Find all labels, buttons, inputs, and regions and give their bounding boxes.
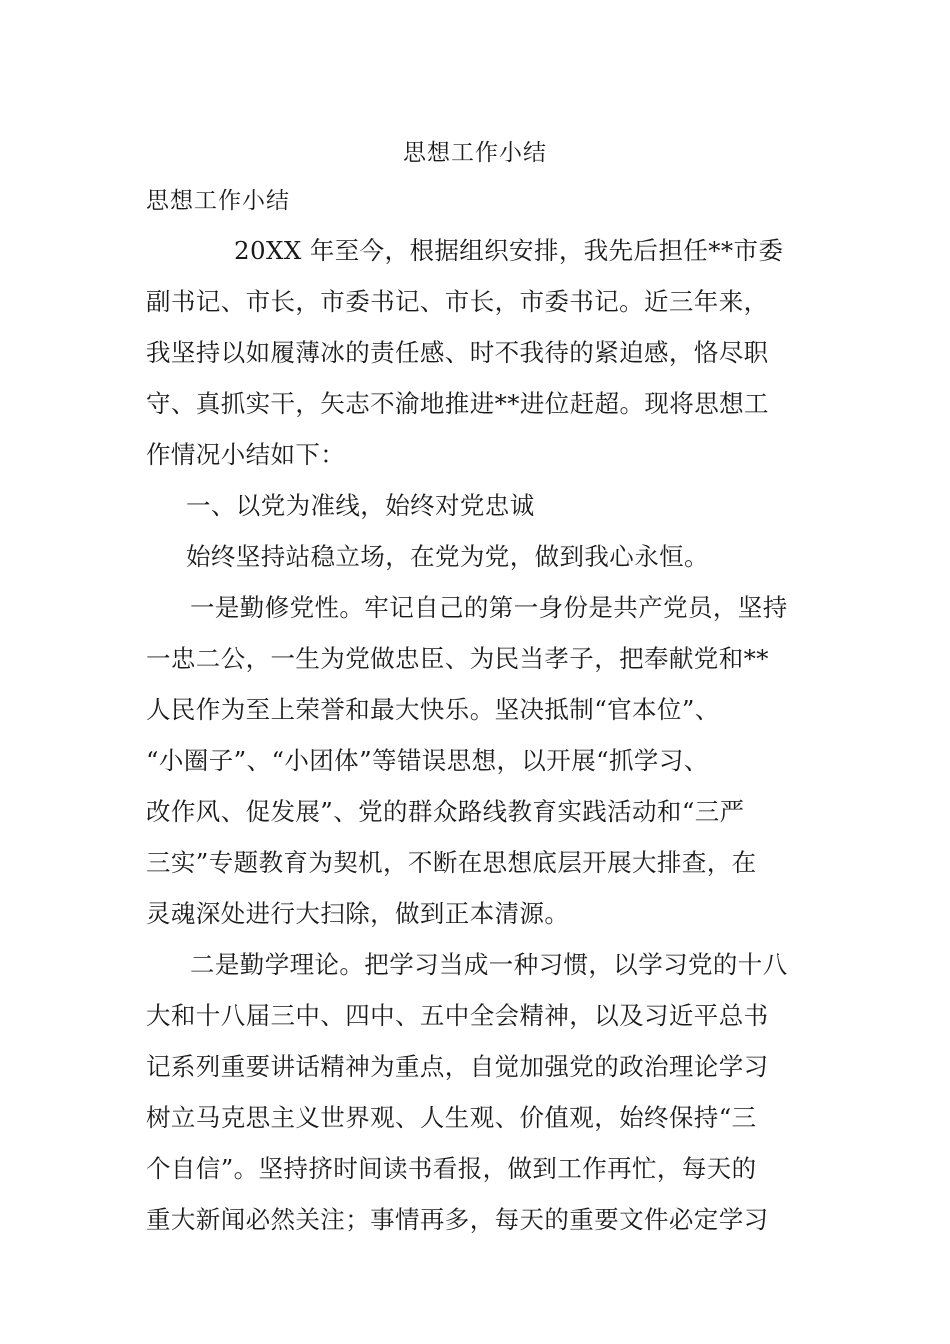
- body-line: 三实”专题教育为契机，不断在思想底层开展大排查，在: [146, 848, 757, 877]
- section-heading: 一、以党为准线，始终对党忠诚: [186, 491, 535, 520]
- body-line: 20XX 年至今，根据组织安排，我先后担任**市委: [234, 236, 784, 265]
- body-line: 一是勤修党性。牢记自己的第一身份是共产党员，坚持: [190, 593, 788, 622]
- body-line: 副书记、市长，市委书记、市长，市委书记。近三年来，: [146, 287, 769, 316]
- body-line: 二是勤学理论。把学习当成一种习惯，以学习党的十八: [190, 950, 788, 979]
- body-line: 重大新闻必然关注；事情再多，每天的重要文件必定学习: [146, 1205, 769, 1234]
- body-line: 改作风、促发展”、党的群众路线教育实践活动和“三严: [146, 797, 745, 826]
- body-line: 作情况小结如下：: [146, 440, 346, 469]
- body-line: 我坚持以如履薄冰的责任感、时不我待的紧迫感，恪尽职: [146, 338, 769, 367]
- document-subtitle: 思想工作小结: [146, 188, 290, 214]
- body-line: 个自信”。坚持挤时间读书看报，做到工作再忙，每天的: [146, 1154, 757, 1183]
- body-line: 大和十八届三中、四中、五中全会精神，以及习近平总书: [146, 1001, 769, 1030]
- body-line: 灵魂深处进行大扫除，做到正本清源。: [146, 899, 570, 928]
- body-line: 始终坚持站稳立场，在党为党，做到我心永恒。: [186, 542, 709, 571]
- body-line: 记系列重要讲话精神为重点，自觉加强党的政治理论学习: [146, 1052, 769, 1081]
- body-line: 一忠二公，一生为党做忠臣、为民当孝子，把奉献党和**: [146, 644, 769, 673]
- body-line: “小圈子”、“小团体”等错误思想，以开展“抓学习、: [146, 746, 709, 775]
- document-body: [146, 229, 810, 1249]
- body-line: 守、真抓实干，矢志不渝地推进**进位赶超。现将思想工: [146, 389, 769, 418]
- body-line: 人民作为至上荣誉和最大快乐。坚决抵制“官本位”、: [146, 695, 720, 724]
- body-line: 树立马克思主义世界观、人生观、价值观，始终保持“三: [146, 1103, 757, 1132]
- document-title: 思想工作小结: [403, 140, 547, 166]
